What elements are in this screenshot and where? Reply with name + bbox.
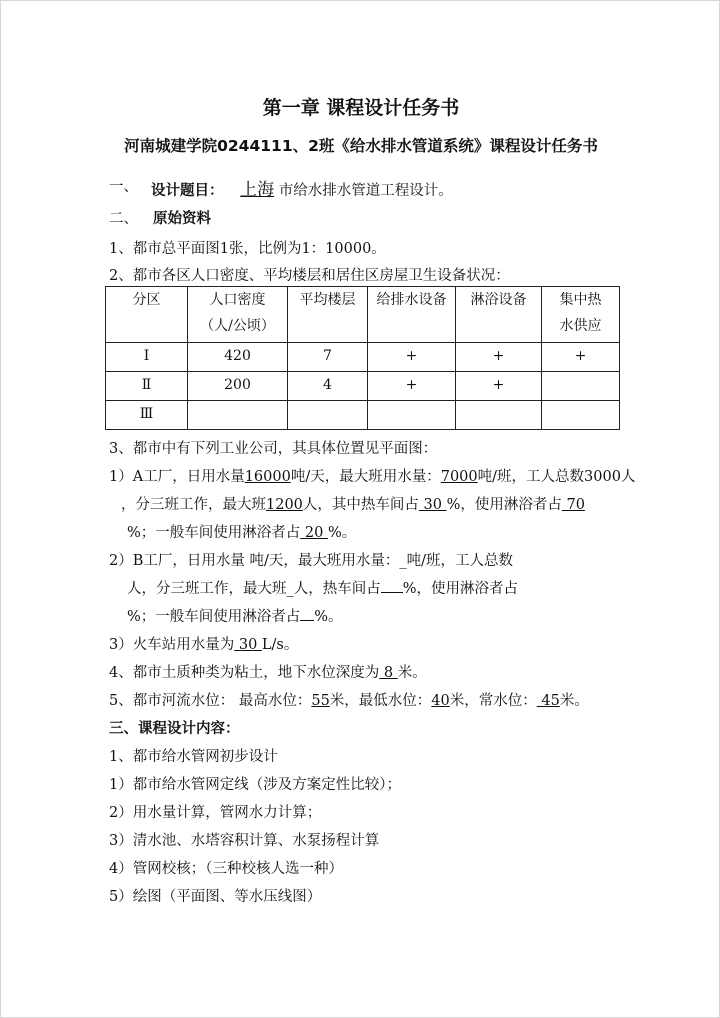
page-title: 第一章 课程设计任务书 bbox=[262, 97, 460, 119]
table-row bbox=[106, 343, 620, 372]
river-low-level: 40 bbox=[431, 693, 450, 709]
factory-b-text: %，使用淋浴者占 bbox=[402, 581, 519, 597]
factory-b-text: %；一般车间使用淋浴者占 bbox=[127, 609, 301, 625]
blank-underline bbox=[300, 606, 314, 621]
table-cell: + bbox=[368, 343, 456, 372]
content-item: 1、都市给水管网初步设计 bbox=[109, 749, 278, 765]
section-2-number: 二、 bbox=[109, 211, 138, 227]
table-header-cell: 人口密度（人/公顷） bbox=[188, 287, 288, 343]
item-district-table-intro: 2、都市各区人口密度、平均楼层和居住区房屋卫生设备状况： bbox=[109, 268, 510, 284]
table-cell: + bbox=[542, 343, 620, 372]
river-text: 米。 bbox=[559, 693, 589, 709]
factory-a-line-1 bbox=[109, 465, 635, 486]
train-text: L/s。 bbox=[261, 637, 299, 653]
factory-a-text: ，分三班工作，最大班 bbox=[121, 497, 266, 513]
section-3-heading: 三、课程设计内容： bbox=[109, 721, 240, 737]
factory-a-shower-ratio: 70 bbox=[561, 497, 585, 513]
section-1-number: 一、 bbox=[109, 179, 138, 195]
section-1-line bbox=[151, 175, 453, 200]
factory-b-text: 人，分三班工作，最大班_人，热车间占 bbox=[127, 581, 381, 597]
table-cell bbox=[288, 401, 368, 430]
factory-a-daily-water: 16000 bbox=[244, 469, 291, 485]
factory-a-max-shift-workers: 1200 bbox=[266, 497, 303, 513]
factory-b-line-3 bbox=[127, 605, 343, 626]
table-header-cell: 给排水设备 bbox=[368, 287, 456, 343]
factory-a-text: %。 bbox=[327, 525, 357, 541]
table-header-cell: 平均楼层 bbox=[288, 287, 368, 343]
soil-text: 4、都市土质种类为粘土，地下水位深度为 bbox=[109, 665, 380, 681]
table-header-cell: 分区 bbox=[106, 287, 188, 343]
train-station-line bbox=[109, 633, 298, 654]
table-cell bbox=[542, 372, 620, 401]
table-cell: Ⅰ bbox=[106, 343, 188, 372]
table-row bbox=[106, 372, 620, 401]
table-cell bbox=[456, 401, 542, 430]
groundwater-depth-value: 8 bbox=[379, 665, 398, 681]
factory-a-text: 吨/班，工人总数3000人 bbox=[477, 469, 636, 485]
factory-b-line-1: 2）B工厂，日用水量 吨/天，最大班用水量：_吨/班，工人总数 bbox=[109, 553, 514, 569]
content-item: 3）清水池、水塔容积计算、水泵扬程计算 bbox=[109, 833, 380, 849]
river-text: 米，最低水位： bbox=[329, 693, 432, 709]
table-cell: 420 bbox=[188, 343, 288, 372]
design-topic-label: 设计题目： bbox=[151, 183, 224, 199]
river-level-line bbox=[109, 689, 589, 710]
factory-a-line-3 bbox=[127, 521, 356, 542]
river-high-level: 55 bbox=[311, 693, 330, 709]
design-topic-rest: 市给水排水管道工程设计。 bbox=[278, 183, 453, 199]
table-header-cell: 淋浴设备 bbox=[456, 287, 542, 343]
table-cell: 7 bbox=[288, 343, 368, 372]
factory-b-text: %。 bbox=[314, 609, 343, 625]
river-text: 5、都市河流水位： 最高水位： bbox=[109, 693, 312, 709]
table-header-cell: 集中热水供应 bbox=[542, 287, 620, 343]
soil-line bbox=[109, 661, 427, 682]
factory-a-hot-workshop: 30 bbox=[418, 497, 447, 513]
table-cell bbox=[188, 401, 288, 430]
table-header-row bbox=[106, 287, 620, 343]
factory-b-line-2 bbox=[127, 577, 518, 598]
river-normal-level: 45 bbox=[536, 693, 560, 709]
page-subtitle: 河南城建学院0244111、2班《给水排水管道系统》课程设计任务书 bbox=[124, 137, 598, 155]
district-table bbox=[105, 286, 620, 430]
content-item: 5）绘图（平面图、等水压线图） bbox=[109, 889, 322, 905]
table-cell: Ⅲ bbox=[106, 401, 188, 430]
train-water-value: 30 bbox=[234, 637, 262, 653]
factory-a-text: 1）A工厂，日用水量 bbox=[109, 469, 245, 485]
factory-a-general-shower: 20 bbox=[300, 525, 328, 541]
table-cell: + bbox=[368, 372, 456, 401]
factory-a-max-shift-water: 7000 bbox=[440, 469, 478, 485]
table-cell bbox=[542, 401, 620, 430]
table-row bbox=[106, 401, 620, 430]
item-industries-intro: 3、都市中有下列工业公司，其具体位置见平面图： bbox=[109, 441, 438, 457]
train-text: 3）火车站用水量为 bbox=[109, 637, 235, 653]
section-2-heading: 原始资料 bbox=[153, 211, 211, 227]
table-cell: 200 bbox=[188, 372, 288, 401]
river-text: 米，常水位： bbox=[449, 693, 537, 709]
table-cell: 4 bbox=[288, 372, 368, 401]
table-cell: Ⅱ bbox=[106, 372, 188, 401]
blank-underline bbox=[381, 578, 403, 593]
content-item: 2）用水量计算，管网水力计算； bbox=[109, 805, 322, 821]
factory-a-text: 吨/天，最大班用水量： bbox=[290, 469, 441, 485]
content-item: 4）管网校核；（三种校核人选一种） bbox=[109, 861, 343, 877]
table-cell: + bbox=[456, 343, 542, 372]
item-site-plan: 1、都市总平面图1张，比例为1：10000。 bbox=[109, 241, 386, 257]
factory-a-text: 人，其中热车间占 bbox=[302, 497, 419, 513]
design-topic-city: 上海 bbox=[240, 180, 275, 200]
factory-a-line-2 bbox=[121, 493, 585, 514]
table-cell bbox=[368, 401, 456, 430]
content-item: 1）都市给水管网定线（涉及方案定性比较）； bbox=[109, 777, 401, 793]
soil-text: 米。 bbox=[397, 665, 427, 681]
table-cell: + bbox=[456, 372, 542, 401]
factory-a-text: %，使用淋浴者占 bbox=[446, 497, 562, 513]
factory-a-text: %；一般车间使用淋浴者占 bbox=[127, 525, 301, 541]
